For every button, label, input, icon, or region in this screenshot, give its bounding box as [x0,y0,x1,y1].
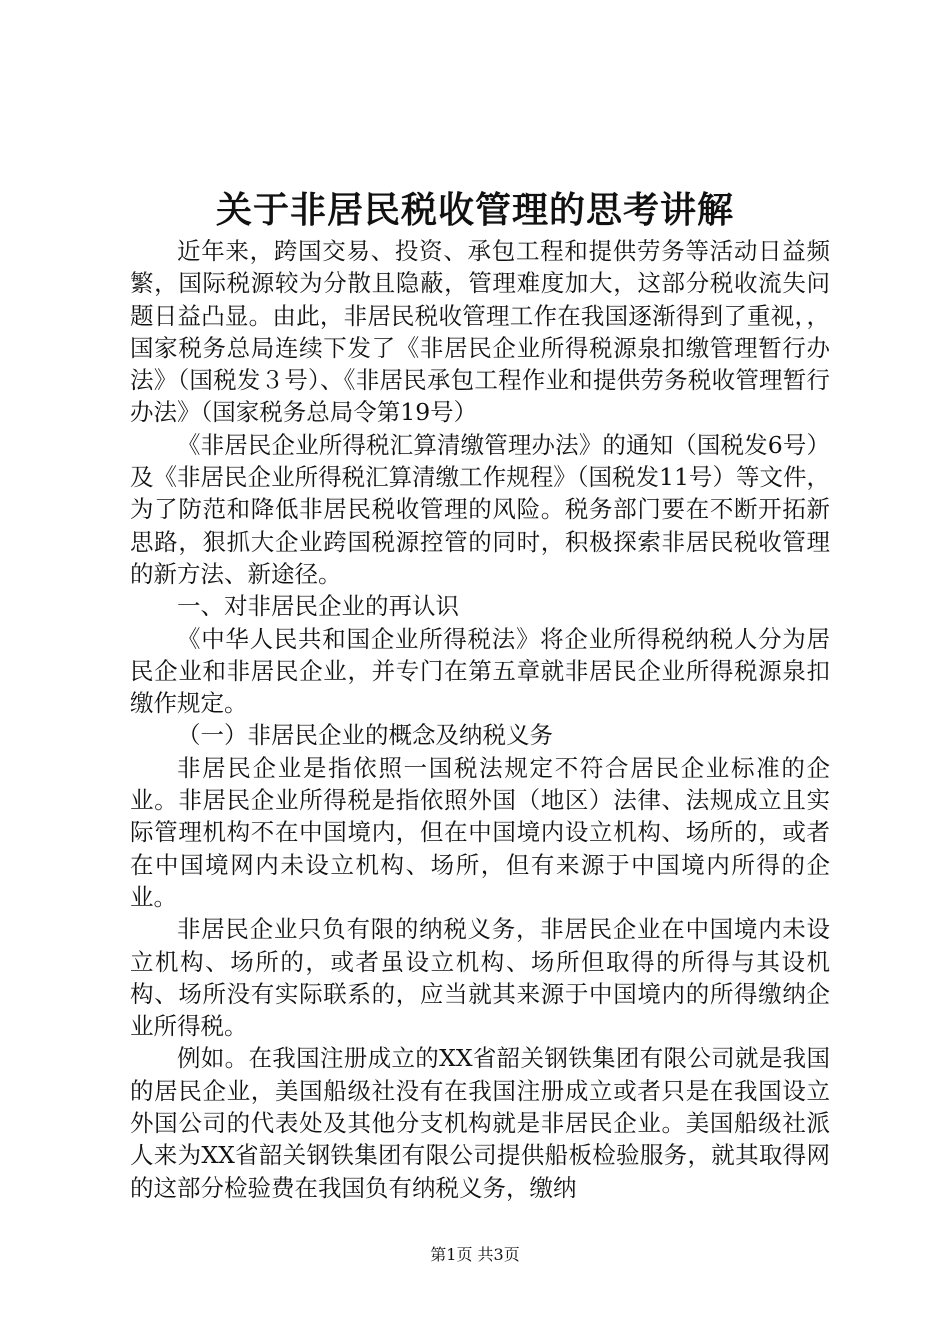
subsection-heading-1: （一）非居民企业的概念及纳税义务 [177,721,553,750]
paragraph-regulations: 《非居民企业所得税汇算清缴管理办法》的通知（国税发6号）及《非居民企业所得税汇算清缴工作规程》（国税发11号）等文件，为了防范和降低非居民税收管理的风险。税务部门要在不断开拓新思路，狠抓大企业跨国税源控管的同时，积极探索非居民税收管理的新方法、新途径。 [130,430,830,588]
document-body [130,235,830,1204]
paragraph-tax-law: 《中华人民共和国企业所得税法》将企业所得税纳税人分为居民企业和非居民企业，并专门在第五章就非居民企业所得税源泉扣缴作规定。 [130,624,830,718]
paragraph-definition: 非居民企业是指依照一国税法规定不符合居民企业标准的企业。非居民企业所得税是指依照外国（地区）法律、法规成立且实际管理机构不在中国境内，但在中国境内设立机构、场所的，或者在中国境网内未设立机构、场所，但有来源于中国境内所得的企业。 [130,753,830,911]
paragraph-intro: 近年来，跨国交易、投资、承包工程和提供劳务等活动日益频繁，国际税源较为分散且隐蔽，管理难度加大，这部分税收流失问题日益凸显。由此，非居民税收管理工作在我国逐渐得到了重视，，国家税务总局连续下发了《非居民企业所得税源泉扣缴管理暂行办法》（国税发３号）、《非居民承包工程作业和提供劳务税收管理暂行办法》（国家税务总局令第19号） [130,237,830,427]
paragraph-example: 例如。在我国注册成立的XX省韶关钢铁集团有限公司就是我国的居民企业，美国船级社没有在我国注册成立或者只是在我国设立外国公司的代表处及其他分支机构就是非居民企业。美国船级社派人来为XX省韶关钢铁集团有限公司提供船板检验服务，就其取得网的这部分检验费在我国负有纳税义务，缴纳 [130,1044,830,1202]
document-title: 关于非居民税收管理的思考讲解 [215,189,734,231]
paragraph-obligation: 非居民企业只负有限的纳税义务，非居民企业在中国境内未设立机构、场所的，或者虽设立机构、场所但取得的所得与其设机构、场所没有实际联系的，应当就其来源于中国境内的所得缴纳企业所得税。 [130,915,830,1041]
section-heading-1: 一、对非居民企业的再认识 [177,592,459,621]
page-footer: 第1页 共3页 [430,1245,520,1264]
